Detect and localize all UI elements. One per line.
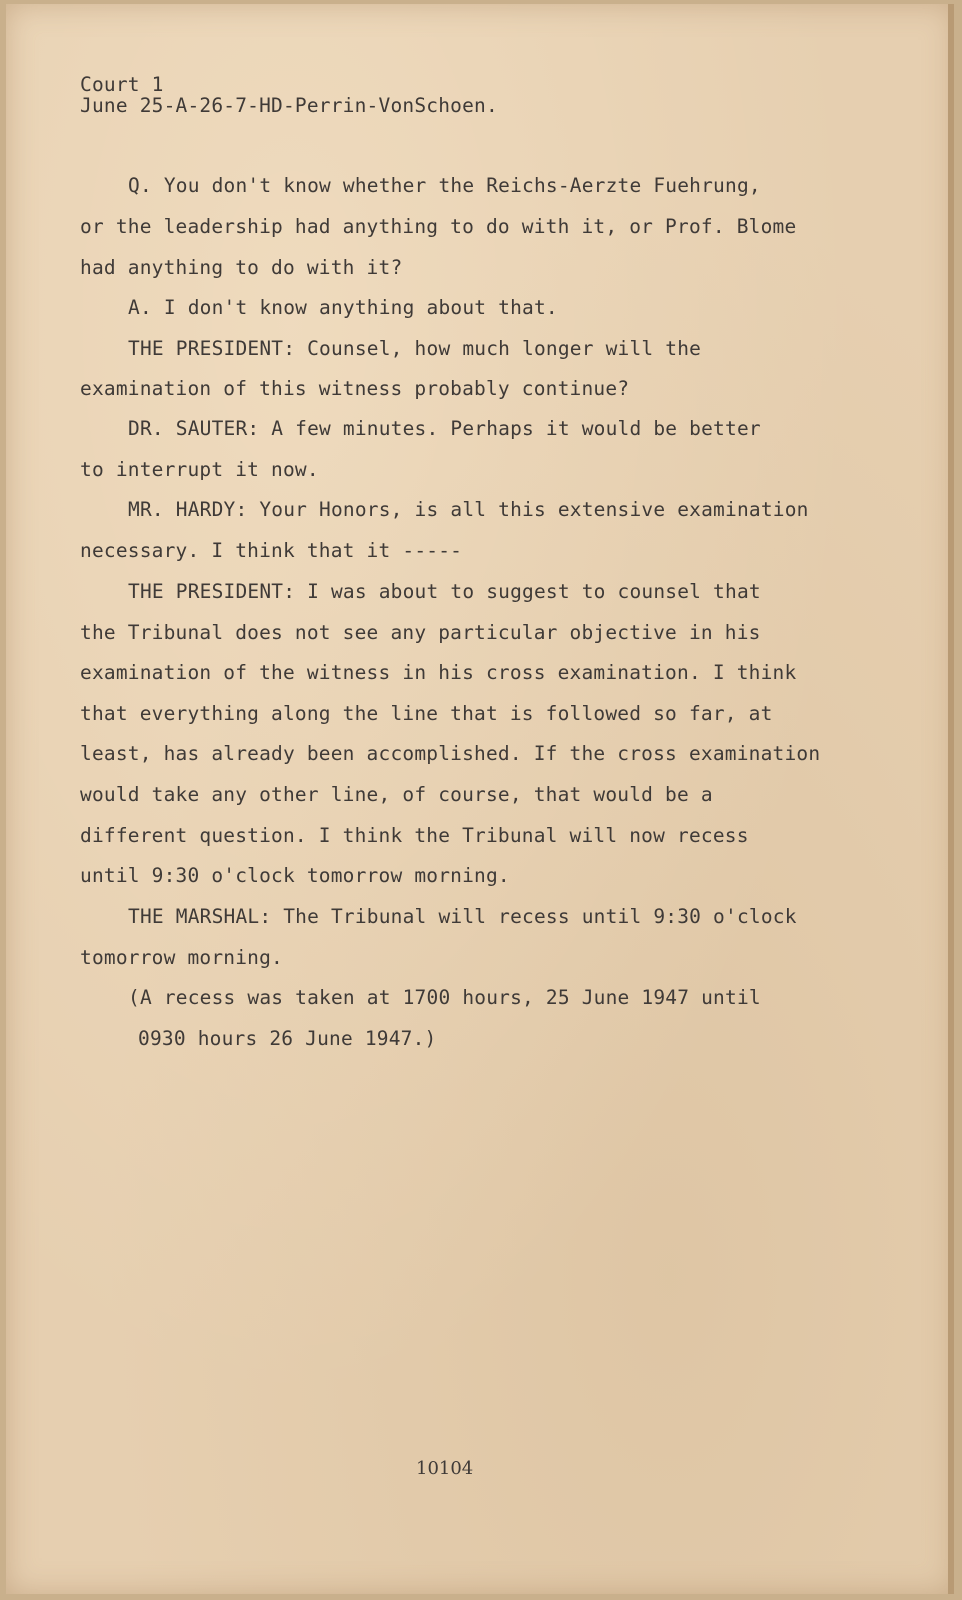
transcript-line: examination of the witness in his cross examination. I think — [80, 661, 797, 684]
transcript-line: necessary. I think that it ----- — [80, 539, 463, 562]
transcript-line: least, has already been accomplished. If the cross examination — [80, 742, 821, 765]
transcript-line: until 9:30 o'clock tomorrow morning. — [80, 864, 510, 887]
page-edge — [948, 4, 954, 1594]
document-header — [80, 74, 498, 116]
transcript-line: examination of this witness probably continue? — [80, 377, 630, 400]
transcript-line: different question. I think the Tribunal will now recess — [80, 824, 749, 847]
transcript-line: the Tribunal does not see any particular objective in his — [80, 621, 761, 644]
transcript-line: would take any other line, of course, that would be a — [80, 783, 713, 806]
transcript-line: A. I don't know anything about that. — [128, 296, 558, 319]
transcript-line: MR. HARDY: Your Honors, is all this extensive examination — [128, 498, 809, 521]
transcript-line: DR. SAUTER: A few minutes. Perhaps it would be better — [128, 417, 761, 440]
transcript-line: 0930 hours 26 June 1947.) — [138, 1027, 437, 1050]
transcript-line: or the leadership had anything to do with it, or Prof. Blome — [80, 215, 797, 238]
session-reference: June 25-A-26-7-HD-Perrin-VonSchoen. — [80, 94, 498, 117]
transcript-line: to interrupt it now. — [80, 458, 319, 481]
transcript-line: that everything along the line that is followed so far, at — [80, 702, 773, 725]
transcript-line: THE PRESIDENT: I was about to suggest to counsel that — [128, 580, 761, 603]
page-number: 10104 — [416, 1458, 474, 1479]
document-page — [6, 4, 954, 1594]
transcript-line: Q. You don't know whether the Reichs-Aerzte Fuehrung, — [128, 174, 761, 197]
transcript-line: THE MARSHAL: The Tribunal will recess until 9:30 o'clock — [128, 905, 797, 928]
transcript-line: had anything to do with it? — [80, 256, 403, 279]
transcript-line: (A recess was taken at 1700 hours, 25 June 1947 until — [128, 986, 761, 1009]
court-label: Court 1 — [80, 73, 164, 96]
transcript-line: tomorrow morning. — [80, 946, 283, 969]
transcript-line: THE PRESIDENT: Counsel, how much longer will the — [128, 337, 702, 360]
